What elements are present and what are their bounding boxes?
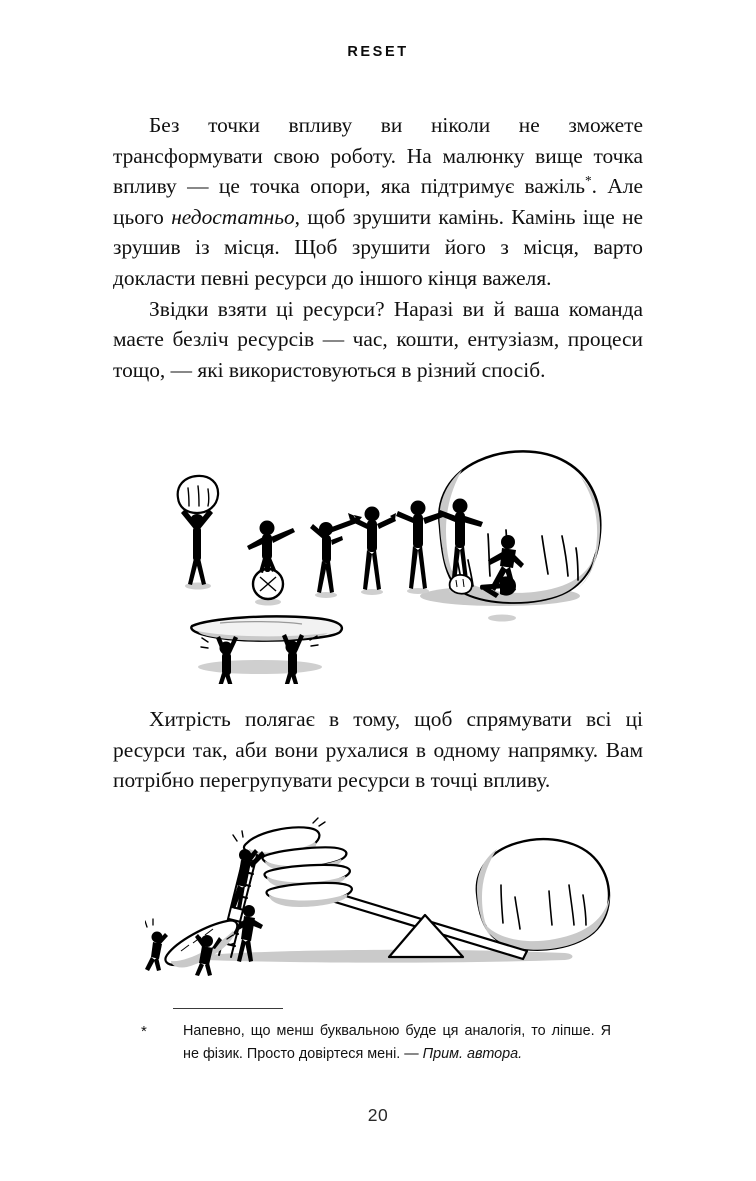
lower-slab-carriers — [145, 919, 237, 976]
flat-slab — [191, 616, 342, 640]
person-lifting-left — [145, 932, 168, 972]
boulder-right — [477, 839, 610, 950]
person-pointing-left — [310, 515, 362, 598]
people-carrying-slab — [191, 616, 342, 684]
footnote-body — [141, 1008, 611, 1066]
footnote-reference-marker: * — [585, 173, 592, 189]
page-number: 20 — [367, 1105, 389, 1125]
carrier-right — [282, 634, 304, 684]
person-lifting-rock — [178, 476, 218, 590]
body-text-block-top — [113, 110, 643, 385]
paragraph-2: Звідки взяти ці ресурси? Наразі ви й ваша команда маєте безліч ресурсів — час, кошти, ентузіазм, процеси тощо, — які використовуються в різний спосіб. — [113, 296, 643, 382]
paragraph-1: Без точки впливу ви ніколи не зможете трансформувати свою роботу. На малюнку вище точка впливу — це точка опори, яка підтримує важіль*. Але цього недостатньо, щоб зрушити камінь. Камінь іще не зрушив із місця. Щоб зрушити його з місця, варто докласти певні ресурси до іншого кінця важеля. — [113, 113, 644, 290]
person-climbing-ladder — [231, 849, 265, 909]
body-text-block-middle — [113, 704, 643, 796]
carrier-left — [216, 636, 238, 684]
person-gesturing-a — [348, 507, 396, 596]
emphasis-text: Прим. автора. — [422, 1046, 523, 1062]
person-gesturing-b — [396, 501, 443, 595]
footnote-marker: * — [141, 1023, 147, 1040]
paragraph-3: Хитрість полягає в тому, щоб спрямувати всі ці ресурси так, аби вони рухалися в одному напрямку. Вам потрібно перегрупувати ресурси в точці впливу. — [113, 707, 643, 793]
illustration-scattered-resources — [150, 436, 620, 684]
footnote-text: Напевно, що менш буквальною буде ця аналогія, то ліпше. Я не фізик. Просто довіртеся мені. — Прим. автора. — [183, 1023, 611, 1062]
stacked-slabs — [244, 827, 352, 907]
small-rock — [450, 575, 472, 594]
footnote — [141, 1008, 611, 1066]
illustration-lever-fulcrum — [145, 815, 625, 980]
person-on-unicycle — [247, 521, 295, 606]
running-head: RESET — [347, 44, 409, 60]
emphasis-text: недостатньо — [171, 204, 295, 229]
